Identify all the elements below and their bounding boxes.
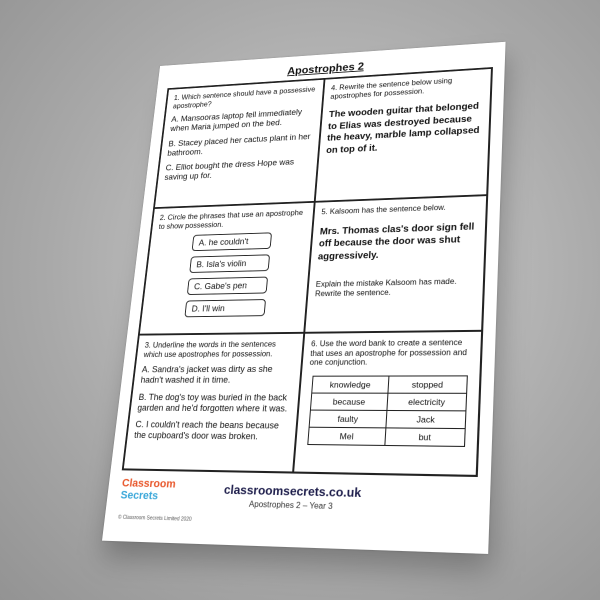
- phrase-option[interactable]: D. I'll win: [184, 299, 266, 317]
- question-5: [304, 195, 487, 333]
- phrase-option[interactable]: B. Isla's violin: [189, 255, 270, 274]
- question-1-text: 1. Which sentence should have a possessive apostrophe?: [172, 85, 316, 110]
- worksheet-footer: [115, 472, 478, 540]
- worksheet-page: [102, 42, 506, 554]
- sentence-a: A. Sandra's jacket was dirty as she hadn't washed it in time.: [140, 364, 273, 386]
- question-4-text: 4. Rewrite the sentence below using apostrophes for possession.: [330, 76, 453, 101]
- question-3: [123, 333, 304, 473]
- question-5-text: 5. Kalsoom has the sentence below.: [321, 203, 446, 217]
- question-1: [154, 79, 325, 208]
- word-bank-cell: electricity: [387, 393, 467, 411]
- sentence-b: B. The dog's toy was buried in the back garden and he'd forgotten where it was.: [136, 392, 288, 414]
- question-3-text: 3. Underline the words in the sentences which use apostrophes for possession.: [143, 339, 277, 359]
- word-bank-cell: faulty: [309, 410, 387, 428]
- word-bank-cell: Jack: [386, 410, 466, 428]
- logo-line-1: Classroom: [121, 477, 177, 491]
- question-4: [315, 68, 492, 202]
- question-5-sentence: Mrs. Thomas clas's door sign fell off because the door was shut aggressively.: [317, 221, 475, 262]
- option-c: C. Elliot bought the dress Hope was saving up for.: [164, 157, 295, 183]
- word-bank-cell: stopped: [388, 376, 467, 393]
- question-2: [139, 202, 315, 335]
- word-bank-cell: Mel: [308, 427, 386, 445]
- copyright-text: © Classroom Secrets Limited 2020: [117, 514, 192, 523]
- word-bank-cell: because: [310, 393, 387, 410]
- question-6: [293, 331, 482, 476]
- word-bank-cell: knowledge: [312, 376, 389, 393]
- worksheet-title: Apostrophes 2: [286, 60, 365, 78]
- word-bank-cell: but: [385, 428, 465, 447]
- logo-line-2: Secrets: [119, 488, 159, 502]
- option-b: B. Stacey placed her cactus plant in her bathroom.: [166, 131, 311, 158]
- question-6-text: 6. Use the word bank to create a sentence that uses an apostrophe for possession and one conjunction.: [309, 338, 468, 368]
- site-url: classroomsecrets.co.uk: [223, 482, 362, 501]
- question-2-text: 2. Circle the phrases that use an apostrophe to show possession.: [158, 208, 304, 231]
- sentence-c: C. I couldn't reach the beans because the cupboard's door was broken.: [133, 419, 280, 442]
- option-a: A. Mansooras laptop fell immediately when Maria jumped on the bed.: [169, 107, 303, 134]
- worksheet-subtitle: Apostrophes 2 – Year 3: [248, 499, 334, 512]
- question-grid: [122, 67, 493, 477]
- question-5-task: Explain the mistake Kalsoom has made. Rewrite the sentence.: [314, 277, 457, 298]
- phrase-option[interactable]: C. Gabe's pen: [187, 277, 268, 295]
- phrase-option[interactable]: A. he couldn't: [192, 233, 272, 252]
- word-bank: [307, 375, 468, 447]
- question-4-sentence: The wooden guitar that belonged to Elias was destroyed because the heavy, marble lamp collapsed on top of it.: [325, 101, 480, 156]
